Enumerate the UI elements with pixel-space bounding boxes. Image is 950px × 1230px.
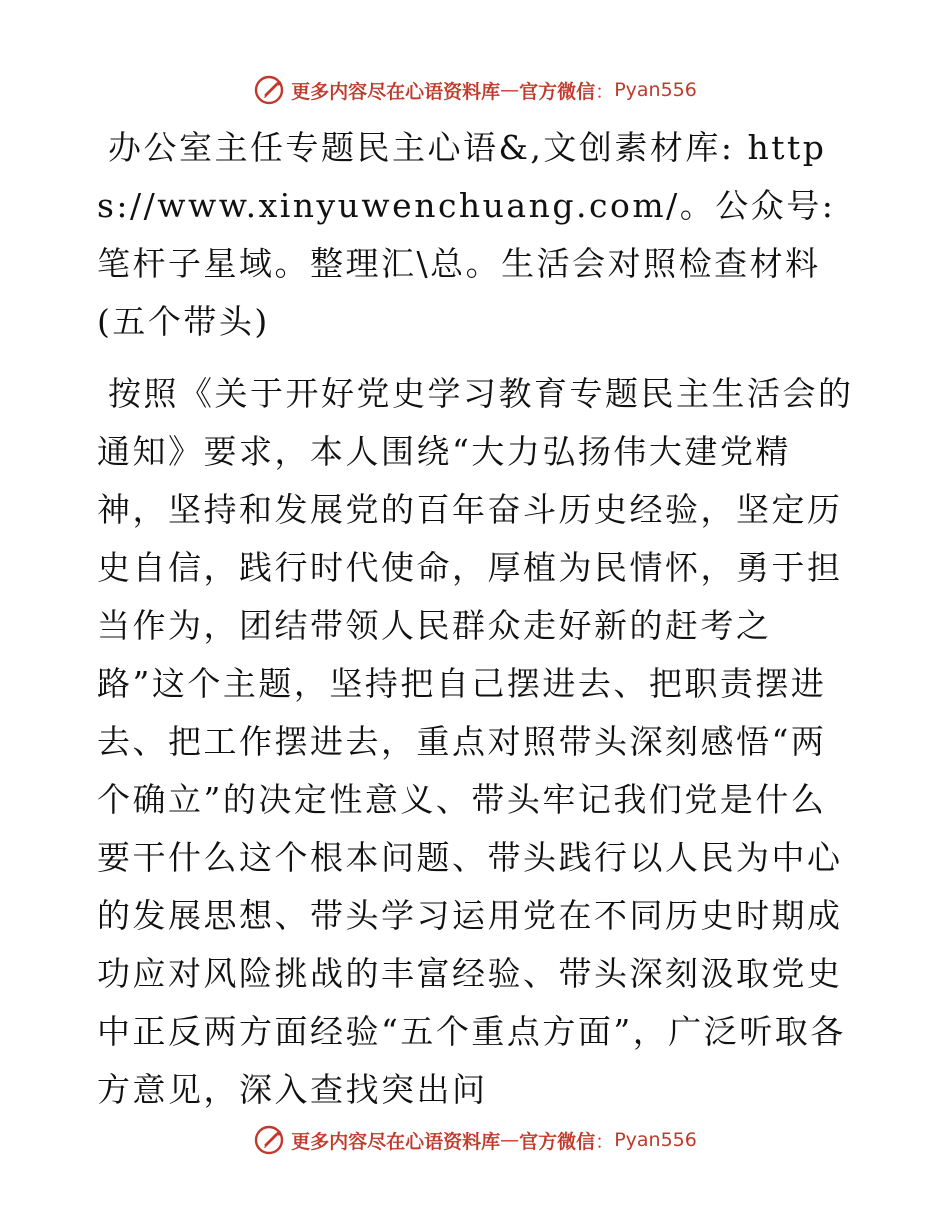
footer-banner [0,1120,950,1160]
banner-text: 更多内容尽在心语资料库 [291,80,501,103]
banner-colon: ： [595,1130,615,1153]
banner-text: 更多内容尽在心语资料库 [291,1130,501,1153]
quill-logo-icon [253,74,285,106]
banner-label: 官方微信 [519,80,596,103]
quill-logo-icon [253,1124,285,1156]
banner-colon: ： [595,80,615,103]
banner-separator: — [500,79,520,101]
banner-separator: — [500,1129,520,1151]
document-title-paragraph: 办公室主任专题民主心语&,文创素材库: https://www.xinyuwenchuang.com/。公众号: 笔杆子星域。整理汇\总。生活会对照检查材料(五个带头) [97,128,836,341]
header-banner [0,70,950,110]
banner-wechat-id: Pyan556 [614,79,697,101]
banner-label: 官方微信 [519,1130,596,1153]
banner-wechat-id: Pyan556 [614,1129,697,1151]
document-body [97,119,857,1119]
document-body-paragraph: 按照《关于开好党史学习教育专题民主生活会的通知》要求，本人围绕“大力弘扬伟大建党精神，坚持和发展党的百年奋斗历史经验，坚定历史自信，践行时代使命，厚植为民情怀，勇于担当作为，团结带领人民群众走好新的赶考之路”这个主题，坚持把自己摆进去、把职责摆进去、把工作摆进去，重点对照带头深刻感悟“两个确立”的决定性意义、带头牢记我们党是什么要干什么这个根本问题、带头践行以人民为中心的发展思想、带头学习运用党在不同历史时期成功应对风险挑战的丰富经验、带头深刻汲取党史中正反两方面经验“五个重点方面”，广泛听取各方意见，深入查找突出问 [97,374,854,1109]
